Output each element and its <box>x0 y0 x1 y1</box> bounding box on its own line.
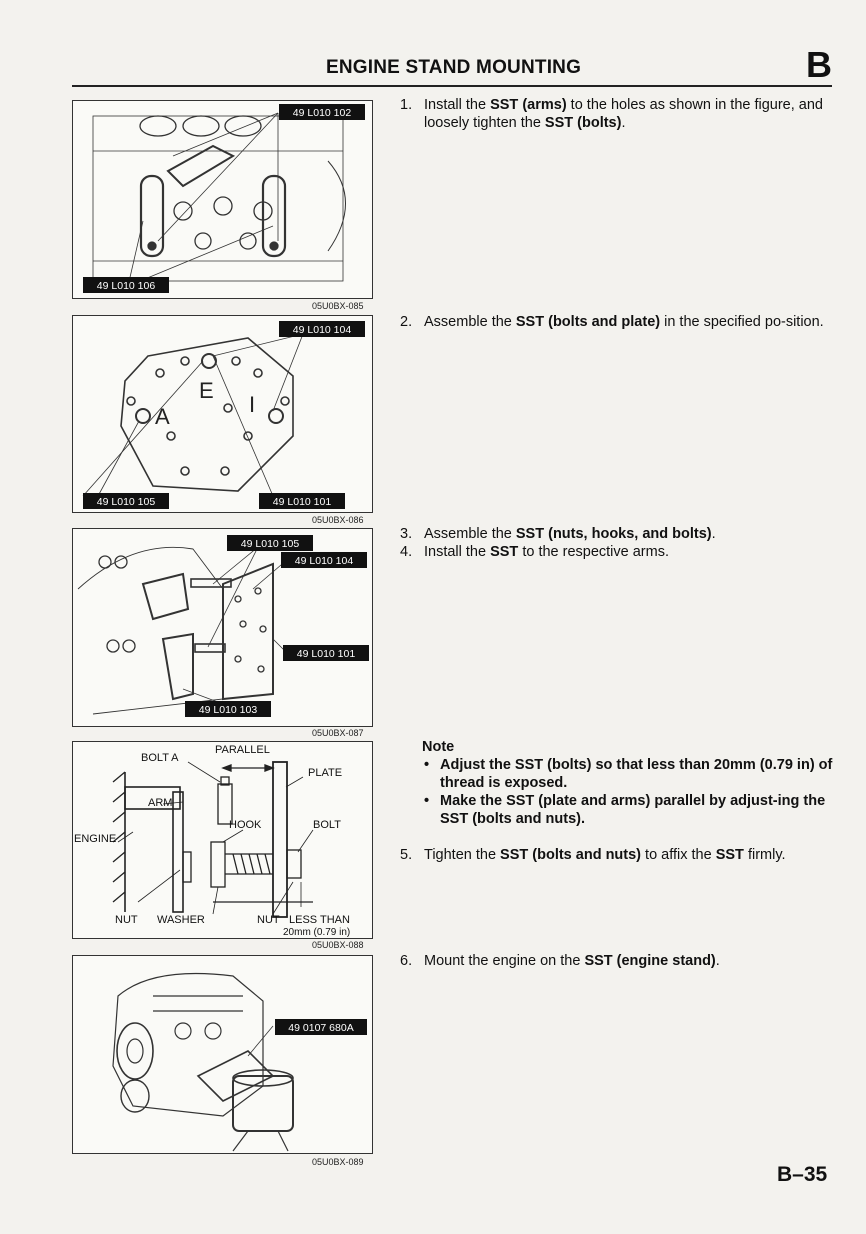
figure-hooks-install <box>72 528 373 727</box>
note-item-1: • Adjust the SST (bolts) so that less than 20mm (0.79 in) of thread is exposed. <box>424 757 833 791</box>
figure-code: 05U0BX-087 <box>312 728 364 738</box>
header-rule <box>72 85 832 87</box>
fig3-label-2: 49 L010 104 <box>294 555 354 567</box>
bullet-icon: • <box>424 793 430 809</box>
note-heading: Note <box>422 739 455 755</box>
fig2-label-2: 49 L010 105 <box>96 496 156 508</box>
figure-engine-stand <box>72 955 373 1154</box>
plate-letter-e: E <box>199 378 214 403</box>
step-3: 3. Assemble the SST (nuts, hooks, and bolts). <box>400 526 716 542</box>
fig3-label-4: 49 L010 103 <box>198 704 258 716</box>
label-hook: HOOK <box>229 819 262 831</box>
step-2: 2. Assemble the SST (bolts and plate) in the specified po-sition. <box>400 314 824 330</box>
fig5-label-1: 49 0107 680A <box>288 1022 354 1034</box>
step-4: 4. Install the SST to the respective arms. <box>400 544 669 560</box>
plate-letter-i: I <box>249 392 256 417</box>
figure-arms-install <box>72 100 373 299</box>
label-plate: PLATE <box>308 767 343 779</box>
step-5: 5. Tighten the SST (bolts and nuts) to affix the SST firmly. <box>400 847 786 863</box>
label-20mm: 20mm (0.79 in) <box>283 927 351 938</box>
figure-code: 05U0BX-089 <box>312 1157 364 1167</box>
section-letter: B <box>806 44 832 85</box>
label-parallel: PARALLEL <box>215 744 270 756</box>
fig3-label-3: 49 L010 101 <box>296 648 356 660</box>
fig1-label-2: 49 L010 106 <box>96 280 156 292</box>
label-bolt: BOLT <box>313 819 341 831</box>
label-less-than: LESS THAN <box>289 914 350 926</box>
step-6: 6. Mount the engine on the SST (engine stand). <box>400 953 720 969</box>
figure-code: 05U0BX-086 <box>312 515 364 525</box>
bolt-adjustment-diagram <box>73 742 372 938</box>
figure-bolt-diagram <box>72 741 373 939</box>
figure-code: 05U0BX-088 <box>312 940 364 950</box>
plate-letter-a: A <box>155 404 170 429</box>
bullet-icon: • <box>424 757 430 773</box>
label-nut-2: NUT <box>257 914 280 926</box>
figure-plate-assembly <box>72 315 373 513</box>
engine-arms-illustration <box>73 101 372 298</box>
note-item-2: • Make the SST (plate and arms) parallel by adjust-ing the SST (bolts and nuts). <box>424 793 826 827</box>
engine-on-stand-illustration <box>73 956 372 1153</box>
figure-code: 05U0BX-085 <box>312 301 364 311</box>
page-number: B–35 <box>777 1163 828 1186</box>
hooks-bolts-illustration <box>73 529 372 726</box>
label-washer: WASHER <box>157 914 205 926</box>
label-engine: ENGINE <box>74 833 117 845</box>
fig2-label-3: 49 L010 101 <box>272 496 332 508</box>
label-nut: NUT <box>115 914 138 926</box>
fig3-label-1: 49 L010 105 <box>240 538 300 550</box>
step-1: 1. Install the SST (arms) to the holes as shown in the figure, and loosely tighten the SST (bolts). <box>400 97 823 131</box>
page-title: ENGINE STAND MOUNTING <box>326 57 582 78</box>
plate-illustration <box>73 316 372 512</box>
label-arm: ARM <box>148 797 173 809</box>
label-bolt-a: BOLT A <box>141 752 179 764</box>
fig1-label-1: 49 L010 102 <box>292 107 352 119</box>
fig2-label-1: 49 L010 104 <box>292 324 352 336</box>
